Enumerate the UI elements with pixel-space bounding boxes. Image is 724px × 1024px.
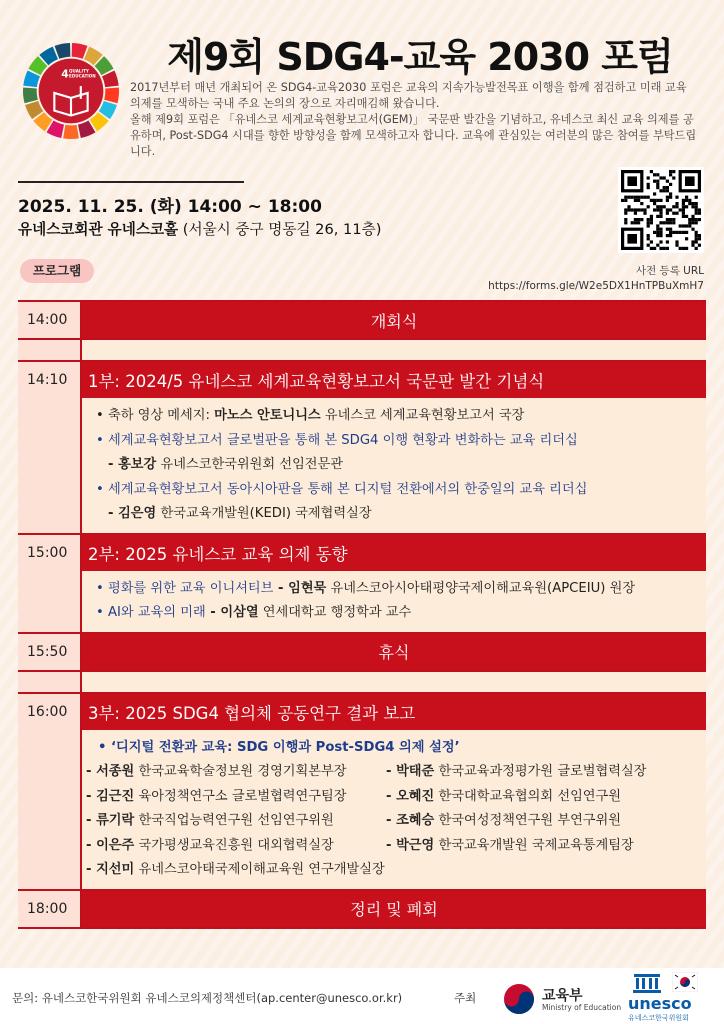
- intro-text: [130, 80, 700, 160]
- speaker-role: 유네스코아시아태평양국제이해교육원(APCEIU) 원장: [326, 580, 636, 596]
- topic-title: • AI와 교육의 미래: [96, 605, 206, 620]
- unesco-korea-name: 유네스코한국위원회: [628, 1014, 689, 1022]
- korea-flag-icon: [672, 972, 698, 992]
- schedule-row-part1: [18, 362, 706, 535]
- unesco-temple-icon: [632, 972, 662, 994]
- speaker-name: - 조혜승: [386, 813, 435, 828]
- speaker-role: 유네스코 세계교육현황보고서 국장: [320, 408, 525, 423]
- session-title: 3부: 2025 SDG4 협의체 공동연구 결과 보고: [82, 694, 706, 730]
- speaker-role: 국가평생교육진흥원 대외협력실장: [134, 837, 334, 853]
- speaker-role: 한국여성정책연구원 부연구위원: [434, 813, 622, 828]
- sdg-label-2: EDUCATION: [69, 73, 96, 79]
- speaker-name: 마노스 안토니니스: [214, 408, 321, 423]
- topic-title: • 세계교육현황보고서 글로벌판을 통해 본 SDG4 이행 현황과 변화하는 교육 리더십: [96, 432, 578, 448]
- qr-code-icon: [621, 170, 701, 250]
- time-label: 14:10: [27, 372, 68, 388]
- speaker-role: 연세대학교 행정학과 교수: [258, 605, 412, 620]
- researcher-item: [386, 809, 706, 834]
- researcher-item: [386, 785, 706, 810]
- event-date-time: 2025. 11. 25. (화) 14:00 ~ 18:00: [18, 197, 322, 217]
- session-details: [82, 571, 706, 632]
- venue-name: 유네스코회관 유네스코홀: [18, 221, 179, 238]
- list-item: [96, 577, 706, 602]
- researcher-item: [86, 809, 386, 834]
- speaker-role: 육아정책연구소 글로벌협력연구팀장: [134, 788, 347, 804]
- researcher-item: [386, 760, 706, 785]
- topic-title: • ‘디지털 전환과 교육: SDG 이행과 Post-SDG4 의제 설정’: [98, 739, 460, 755]
- speaker-name: - 이삼열: [205, 605, 259, 620]
- list-item: [96, 453, 706, 478]
- divider: [18, 181, 244, 183]
- researcher-item: [86, 760, 386, 785]
- speaker-name: - 임현묵: [273, 580, 327, 596]
- schedule-row-part3: [18, 694, 706, 891]
- researcher-item: [86, 785, 386, 810]
- session-title: 휴식: [82, 634, 706, 670]
- ministry-name-en: Ministry of Education: [542, 1003, 622, 1012]
- footer: [0, 968, 724, 1024]
- time-label: 15:00: [27, 544, 68, 561]
- registration-qr-code[interactable]: [618, 167, 704, 253]
- researcher-item: [386, 834, 706, 859]
- list-item: • 축하 영상 메세지: 마노스 안토니니스 유네스코 세계교육현황보고서 국장: [96, 408, 525, 423]
- schedule-row-part2: [18, 535, 706, 634]
- time-label: 14:00: [27, 312, 68, 328]
- time-label: 15:50: [27, 643, 68, 660]
- sdg-wheel-segment: [72, 43, 88, 59]
- contact-info: 문의: 유네스코한국위원회 유네스코의제정책센터(ap.center@unesco.or.kr): [12, 991, 403, 1005]
- speaker-name: - 김은영: [108, 506, 157, 521]
- session-details: [82, 730, 706, 889]
- schedule-row-closing: [18, 891, 706, 929]
- speaker-name: - 류기락: [86, 813, 135, 828]
- topic-title: • 평화를 위한 교육 이니셔티브: [96, 580, 274, 596]
- speaker-role: 한국대학교육협의회 선임연구원: [434, 788, 622, 804]
- page-title: 제9회 SDG4-교육 2030 포럼: [167, 35, 673, 79]
- schedule-row-spacer: [18, 672, 706, 694]
- speaker-name: - 홍보강: [108, 457, 157, 472]
- event-venue: [18, 218, 381, 239]
- time-label: 16:00: [27, 703, 68, 720]
- list-item: [96, 601, 706, 626]
- ministry-of-education-logo: [502, 982, 622, 1016]
- session-title: 2부: 2025 유네스코 교육 의제 동향: [82, 535, 706, 571]
- program-schedule: [18, 300, 706, 929]
- speaker-name: - 오혜진: [386, 788, 435, 804]
- session-title: 개회식: [82, 302, 706, 338]
- unesco-korea-logo: [628, 972, 712, 1022]
- researcher-item: [86, 858, 706, 883]
- intro-paragraph-2: 올해 제9회 포럼은 「유네스코 세계교육현황보고서(GEM)」 국문판 발간을 기념하고, 유네스코 최신 교육 의제를 공유하며, Post-SDG4 시대를 향한 방향성을 함께 모색하고자 합니다. 교육에 관심있는 여러분의 많은 참여를 부탁드립니다.: [130, 113, 697, 158]
- speaker-name: - 김근진: [86, 788, 135, 804]
- session-details: [82, 398, 706, 533]
- host-label: 주최: [454, 991, 477, 1005]
- ministry-name: 교육부: [542, 988, 583, 1004]
- speaker-name: - 지선미: [86, 862, 135, 877]
- topic-title: • 세계교육현황보고서 동아시아판을 통해 본 디지털 전환에서의 한중일의 교육 리더십: [96, 481, 588, 497]
- speaker-role: 유네스코한국위원회 선임전문관: [156, 457, 344, 472]
- speaker-role: 한국교육개발원 국제교육통계팀장: [434, 837, 634, 853]
- sdg-wheel-segment: [63, 125, 79, 139]
- schedule-row-break: [18, 634, 706, 672]
- sdg-wheel-segment: [23, 88, 38, 104]
- schedule-row-spacer: [18, 340, 706, 362]
- sdg-wheel-segment: [104, 88, 119, 104]
- speaker-role: 한국교육과정평가원 글로벌협력실장: [434, 764, 647, 779]
- venue-address: (서울시 중구 명동길 26, 11층): [178, 221, 382, 238]
- taegeuk-icon: [502, 982, 536, 1016]
- speaker-name: - 서종원: [86, 764, 135, 779]
- registration-url-link[interactable]: https://forms.gle/W2e5DX1HnTPBuXmH7: [488, 280, 704, 292]
- speaker-role: 한국교육학술정보원 경영기획본부장: [134, 764, 347, 779]
- speaker-role: 한국직업능력연구원 선임연구위원: [134, 813, 334, 828]
- intro-paragraph-1: 2017년부터 매년 개최되어 온 SDG4-교육2030 포럼은 교육의 지속가능발전목표 이행을 함께 점검하고 미래 교육 의제를 모색하는 국내 주요 논의의 장으로 자리매김해 왔습니다.: [130, 81, 687, 110]
- list-item: [96, 502, 706, 527]
- session-title: 정리 및 폐회: [82, 891, 706, 927]
- sdg-wheel-segment: [55, 43, 71, 59]
- sdg-number: 4: [61, 67, 69, 81]
- time-label: 18:00: [27, 900, 68, 917]
- session-title: 1부: 2024/5 유네스코 세계교육현황보고서 국문판 발간 기념식: [82, 362, 706, 398]
- program-badge: 프로그램: [20, 259, 94, 283]
- unesco-wordmark: unesco: [628, 994, 692, 1013]
- researcher-item: [86, 834, 386, 859]
- registration-label: 사전 등록 URL: [635, 265, 704, 277]
- sdg4-quality-education-logo: [22, 42, 120, 140]
- schedule-row-opening: [18, 302, 706, 340]
- speaker-role: 유네스코아태국제이해교육원 연구개발실장: [134, 862, 385, 877]
- speaker-name: - 이은주: [86, 837, 135, 853]
- speaker-name: - 박근영: [386, 837, 435, 853]
- sdg-label-1: QUALITY: [69, 68, 89, 74]
- speaker-name: - 박태준: [386, 764, 435, 779]
- speaker-role: 한국교육개발원(KEDI) 국제협력실장: [156, 506, 372, 521]
